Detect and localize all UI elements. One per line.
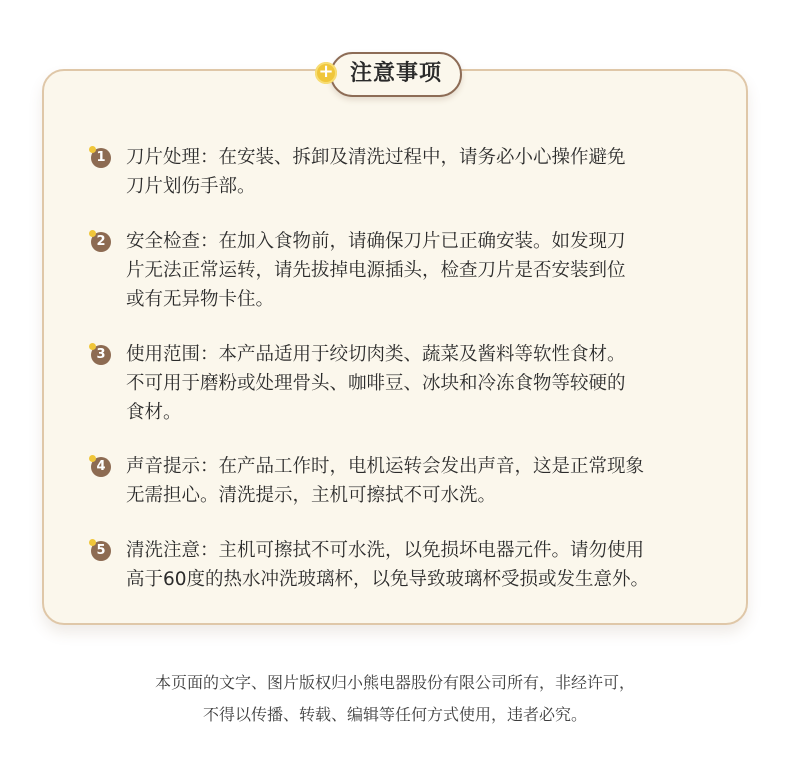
copyright-line-1: 本页面的文字、图片版权归小熊电器股份有限公司所有，非经许可，: [154, 673, 635, 692]
notice-line: 片无法正常运转，请先拔掉电源插头，检查刀片是否安装到位: [126, 260, 626, 281]
notice-text-2: [126, 227, 726, 314]
number-badge-3: 3: [91, 345, 111, 365]
notice-line: 使用范围：本产品适用于绞切肉类、蔬菜及酱料等软性食材。: [126, 344, 626, 365]
number-badge-4: 4: [91, 457, 111, 477]
notice-line: 食材。: [126, 402, 182, 423]
number-badge-1: 1: [91, 148, 111, 168]
notice-line: 无需担心。清洗提示，主机可擦拭不可水洗。: [126, 485, 497, 506]
number-badge-5: 5: [91, 541, 111, 561]
notice-line: 刀片处理：在安装、拆卸及清洗过程中，请务必小心操作避免: [126, 147, 626, 168]
notice-text-3: [126, 340, 726, 427]
notice-text-5: [126, 536, 726, 594]
notice-line: 声音提示：在产品工作时，电机运转会发出声音，这是正常现象: [126, 456, 645, 477]
notice-line: 高于60度的热水冲洗玻璃杯，以免导致玻璃杯受损或发生意外。: [126, 569, 650, 590]
copyright-line-2: 不得以传播、转载、编辑等任何方式使用，违者必究。: [202, 705, 587, 724]
notice-text-1: [126, 143, 726, 201]
notice-line: 或有无异物卡住。: [126, 289, 275, 310]
notice-line: 清洗注意：主机可擦拭不可水洗，以免损坏电器元件。请勿使用: [126, 540, 645, 561]
notice-line: 不可用于磨粉或处理骨头、咖啡豆、冰块和冷冻食物等较硬的: [126, 373, 626, 394]
card-title: 注意事项: [350, 61, 443, 86]
notice-text-4: [126, 452, 726, 510]
plus-badge-icon: +: [315, 62, 337, 84]
number-badge-2: 2: [91, 232, 111, 252]
notice-line: 刀片划伤手部。: [126, 176, 256, 197]
notice-line: 安全检查：在加入食物前，请确保刀片已正确安装。如发现刀: [126, 231, 626, 252]
